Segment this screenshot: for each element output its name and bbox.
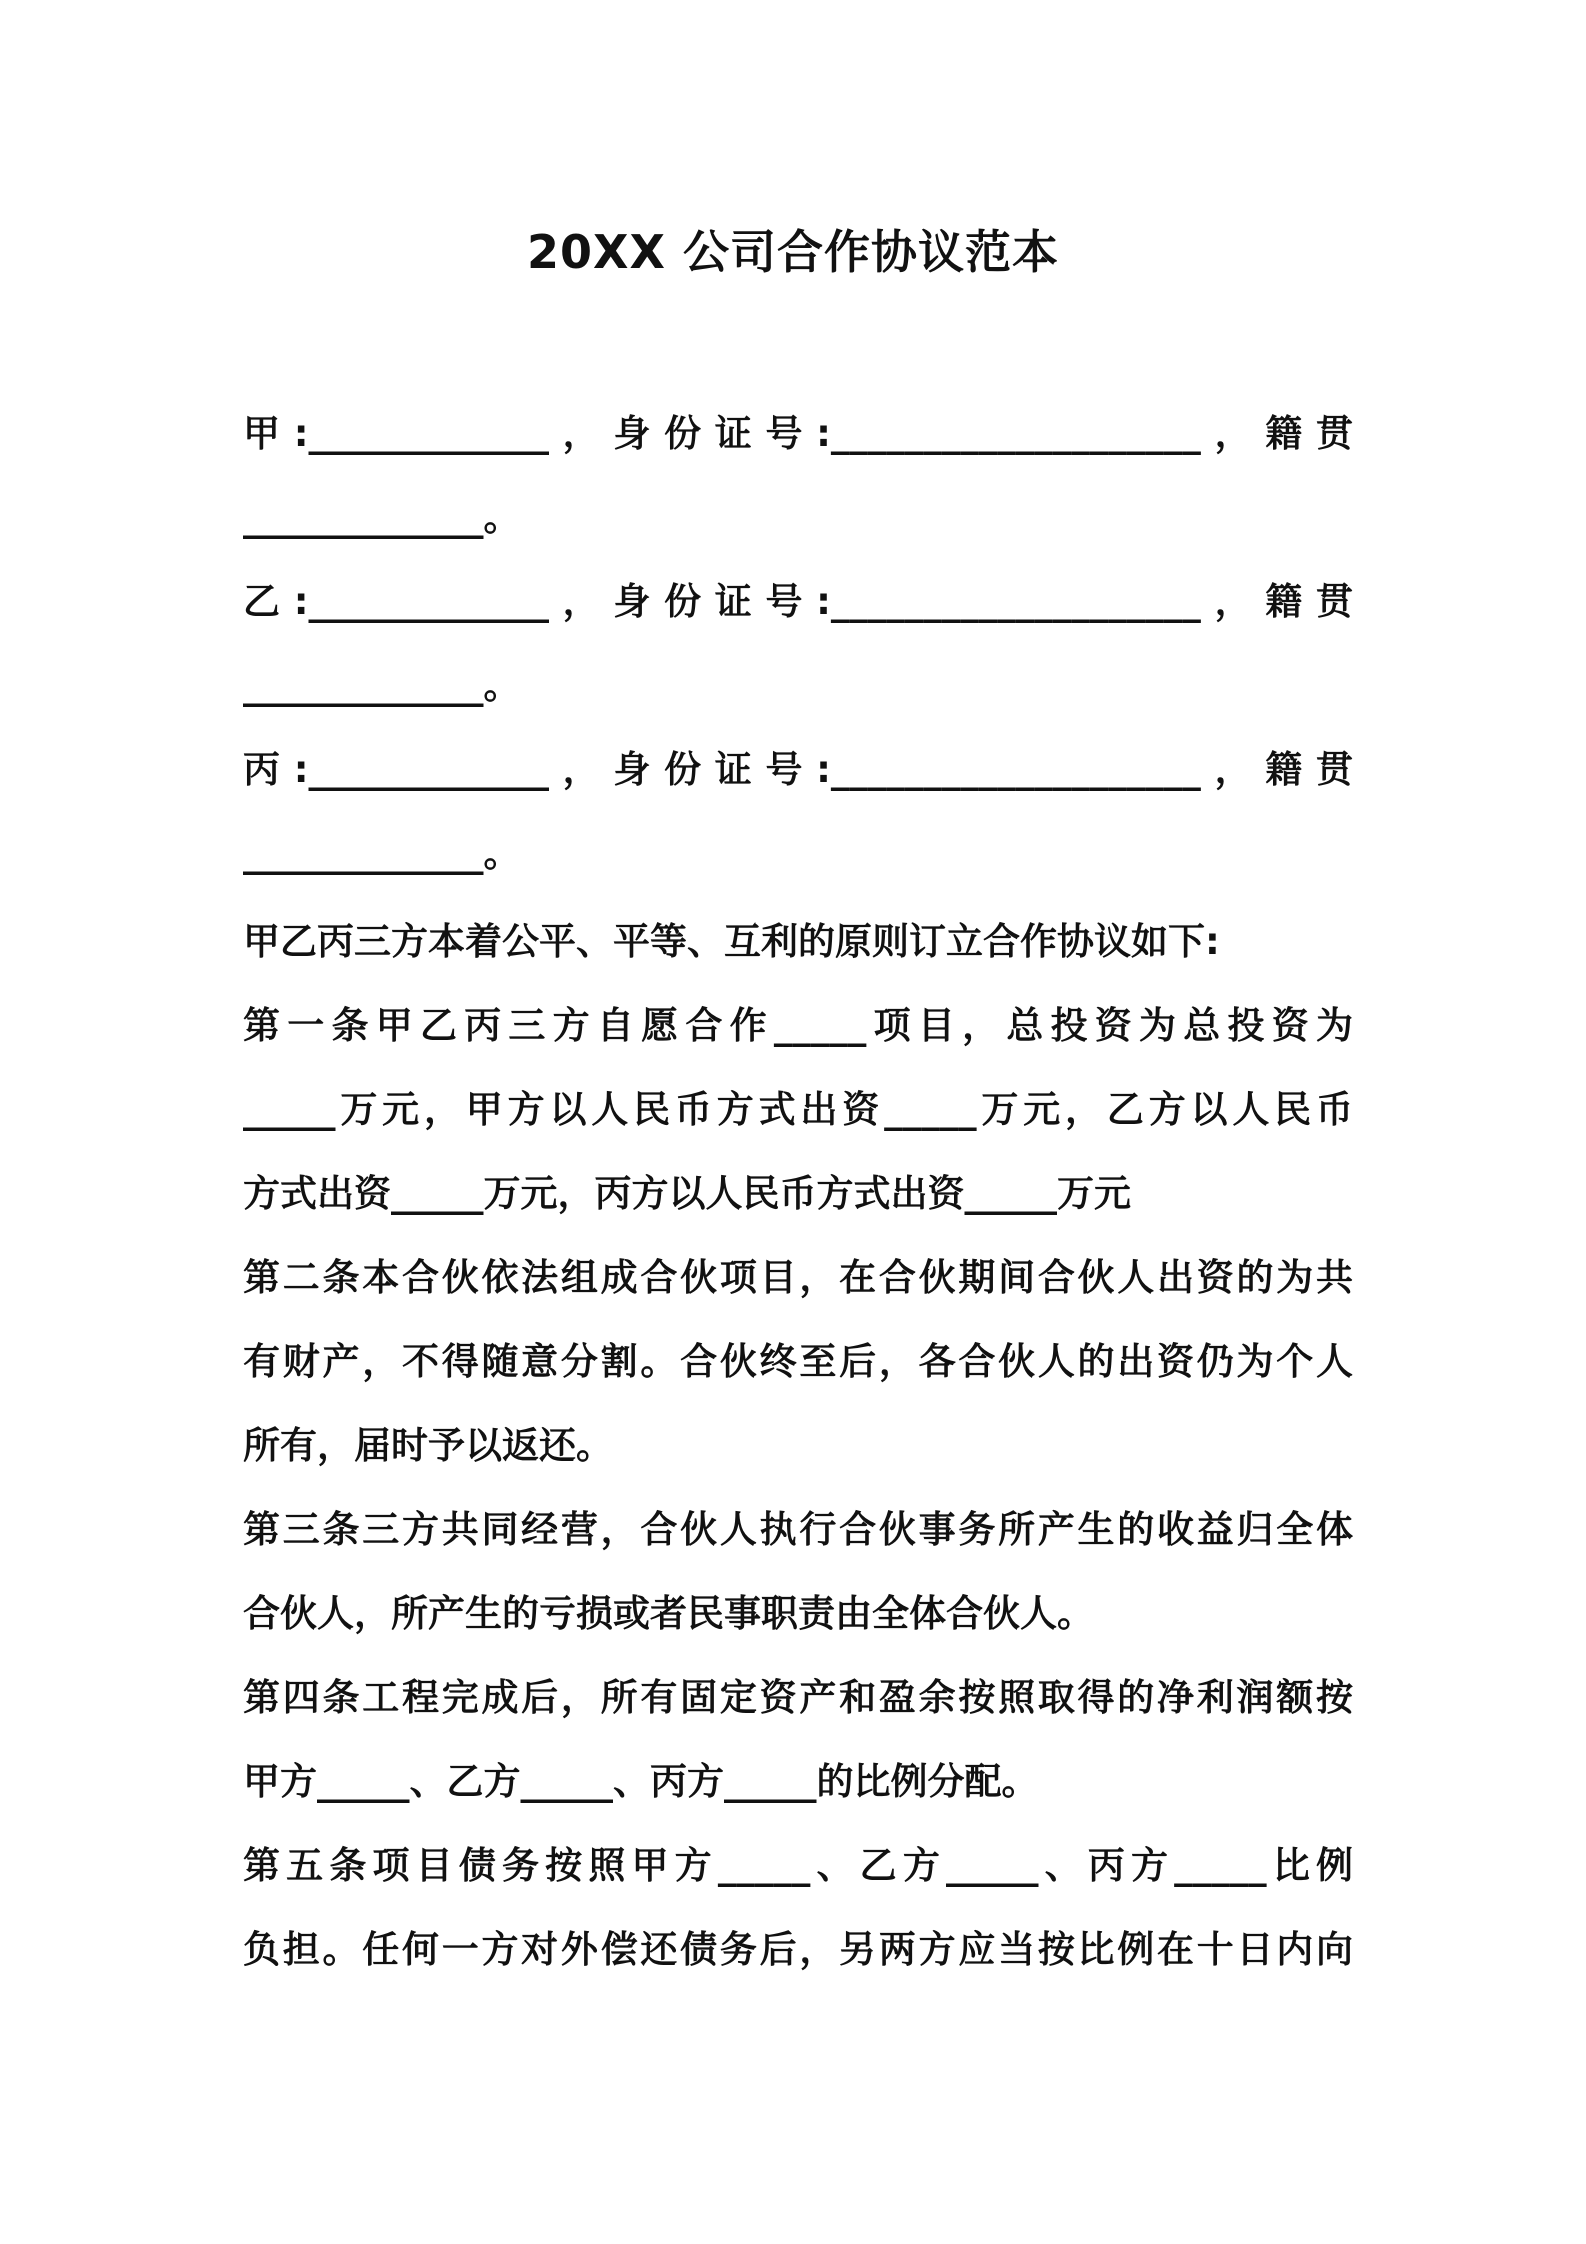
party-a-origin-line: _____________。 (243, 496, 521, 539)
clause-1-line-3: 方式出资_____万元，丙方以人民币方式出资_____万元 (243, 1172, 1131, 1215)
clause-5-line-2: 负担。任何一方对外偿还债务后，另两方应当按比例在十日内向 (243, 1928, 1353, 1971)
clause-2-line-1: 第二条本合伙依法组成合伙项目，在合伙期间合伙人出资的为共 (243, 1256, 1353, 1299)
preamble-line: 甲乙丙三方本着公平、平等、互利的原则订立合作协议如下: (243, 920, 1220, 963)
party-c-origin-line: _____________。 (243, 832, 521, 875)
clause-1-line-2: _____万元，甲方以人民币方式出资_____万元，乙方以人民币 (243, 1088, 1353, 1131)
clause-4-line-2: 甲方_____、乙方_____、丙方_____的比例分配。 (243, 1760, 1039, 1803)
clause-2-line-2: 有财产，不得随意分割。合伙终至后，各合伙人的出资仍为个人 (243, 1340, 1353, 1383)
clauses-section (243, 900, 1353, 1992)
document-title: 20XX 公司合作协议范本 (527, 225, 1059, 279)
clause-5-line-1: 第五条项目债务按照甲方_____、乙方_____、丙方_____比例 (243, 1844, 1353, 1887)
party-section (243, 392, 1353, 896)
clause-3-line-2: 合伙人，所产生的亏损或者民事职责由全体合伙人。 (243, 1592, 1094, 1635)
clause-1-line-1: 第一条甲乙丙三方自愿合作_____项目，总投资为总投资为 (243, 1004, 1353, 1047)
clause-3-line-1: 第三条三方共同经营，合伙人执行合伙事务所产生的收益归全体 (243, 1508, 1353, 1551)
party-b-origin-line: _____________。 (243, 664, 521, 707)
clause-4-line-1: 第四条工程完成后，所有固定资产和盈余按照取得的净利润额按 (243, 1676, 1353, 1719)
party-b-line: 乙:_____________，身份证号:____________________，籍贯 (243, 580, 1353, 623)
party-a-line: 甲:_____________，身份证号:____________________，籍贯 (243, 412, 1353, 455)
party-c-line: 丙:_____________，身份证号:____________________，籍贯 (243, 748, 1353, 791)
clause-2-line-3: 所有，届时予以返还。 (243, 1424, 613, 1467)
